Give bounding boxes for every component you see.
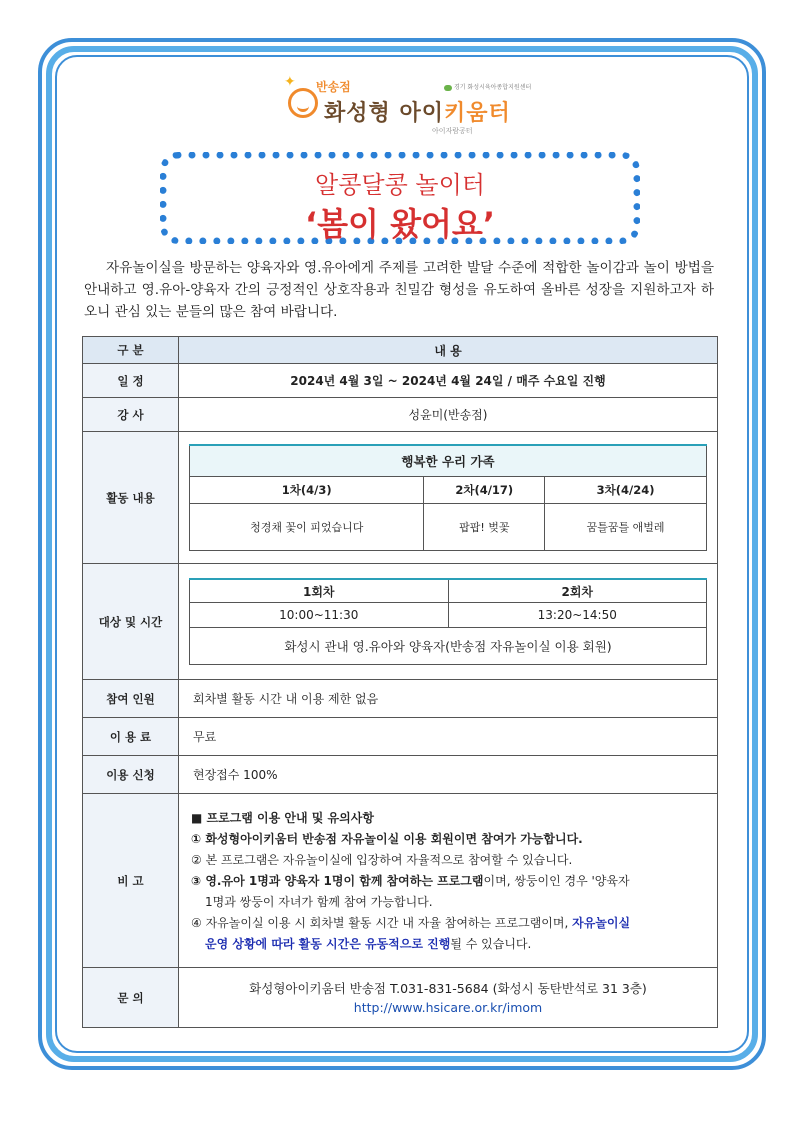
schedule-value: 2024년 4월 3일 ~ 2024년 4월 24일 / 매주 수요일 진행 — [179, 364, 718, 398]
activity-content-2: 팝팝! 벚꽃 — [424, 504, 545, 551]
apply-value: 현장접수 100% — [179, 756, 718, 794]
activity-theme: 행복한 우리 가족 — [190, 445, 707, 477]
fee-label: 이 용 료 — [83, 718, 179, 756]
note-4-end: 될 수 있습니다. — [450, 937, 532, 951]
logo-name — [324, 96, 511, 127]
contact-info: 화성형아이키움터 반송점 T.031-831-5684 (화성시 동탄반석로 31 3층) — [249, 980, 647, 996]
target-round-2: 2회차 — [448, 579, 707, 603]
apply-label: 이용 신청 — [83, 756, 179, 794]
logo-name-2: 아이 — [399, 101, 444, 126]
logo-sub: 아이자람공터 — [432, 127, 473, 135]
program-subtitle: ‘봄이 왔어요’ — [304, 205, 495, 243]
activity-theme-row — [190, 445, 707, 477]
target-audience: 화성시 관내 영.유아와 양육자(반송점 자유놀이실 이용 회원) — [190, 628, 707, 665]
activity-rounds-row — [190, 477, 707, 504]
target-rounds-row — [190, 579, 707, 603]
notes-label: 비 고 — [83, 794, 179, 968]
instructor-value: 성윤미(반송점) — [179, 398, 718, 432]
target-time-2: 13:20~14:50 — [448, 603, 707, 628]
smile-face-icon — [288, 88, 318, 118]
activity-table — [189, 444, 707, 551]
activity-cell — [179, 432, 718, 564]
participants-row — [83, 680, 718, 718]
notes-list — [179, 794, 717, 967]
contact-cell — [179, 968, 718, 1028]
note-1: ① 화성형아이키움터 반송점 자유놀이실 이용 회원이면 참여가 가능합니다. — [191, 832, 583, 846]
target-label: 대상 및 시간 — [83, 564, 179, 680]
note-3 — [191, 871, 707, 892]
table-header-row — [83, 337, 718, 364]
participants-label: 참여 인원 — [83, 680, 179, 718]
fee-row — [83, 718, 718, 756]
target-times-row — [190, 603, 707, 628]
org-leaf-icon — [444, 85, 452, 91]
note-3-bold: ③ 영.유아 1명과 양육자 1명이 함께 참여하는 프로그램 — [191, 874, 484, 888]
note-4-start: ④ 자유놀이실 이용 시 회차별 활동 시간 내 자율 참여하는 프로그램이며, — [191, 916, 573, 930]
instructor-row — [83, 398, 718, 432]
activity-label: 활동 내용 — [83, 432, 179, 564]
title-box — [160, 152, 640, 244]
note-4 — [191, 913, 707, 934]
note-4-line2 — [191, 934, 707, 955]
header-category: 구 분 — [83, 337, 179, 364]
intro-paragraph: 자유놀이실을 방문하는 양육자와 영.유아에게 주제를 고려한 발달 수준에 적합한 놀이감과 놀이 방법을 안내하고 영.유아-양육자 간의 긍정적인 상호작용과 친밀감 형성을 유도하여 올바른 성장을 지원하고자 하오니 관심 있는 분들의 많은 참여 바랍니다. — [84, 260, 714, 320]
instructor-label: 강 사 — [83, 398, 179, 432]
activity-contents-row — [190, 504, 707, 551]
target-row — [83, 564, 718, 680]
logo-name-1: 화성형 — [324, 101, 391, 126]
header-content: 내 용 — [179, 337, 718, 364]
target-audience-row — [190, 628, 707, 665]
apply-row — [83, 756, 718, 794]
logo-branch: 반송점 — [316, 80, 351, 94]
star-icon: ✦ — [284, 74, 296, 90]
activity-content-1: 청경채 꽃이 피었습니다 — [190, 504, 424, 551]
info-table — [82, 336, 718, 1028]
note-2: ② 본 프로그램은 자유놀이실에 입장하여 자율적으로 참여할 수 있습니다. — [191, 853, 573, 867]
contact-label: 문 의 — [83, 968, 179, 1028]
schedule-label: 일 정 — [83, 364, 179, 398]
target-round-1: 1회차 — [190, 579, 449, 603]
fee-value: 무료 — [179, 718, 718, 756]
target-cell — [179, 564, 718, 680]
notes-cell — [179, 794, 718, 968]
target-table — [189, 578, 707, 665]
program-title: 알콩달콩 놀이터 — [315, 171, 485, 199]
notes-row — [83, 794, 718, 968]
logo-name-3: 키움터 — [443, 101, 511, 126]
center-logo — [284, 74, 532, 138]
contact-url[interactable]: http://www.hsicare.or.kr/imom — [353, 999, 543, 1015]
note-4-blue2: 운영 상황에 따라 활동 시간은 유동적으로 진행 — [205, 937, 451, 951]
activity-row — [83, 432, 718, 564]
contact-row — [83, 968, 718, 1028]
activity-round-2: 2차(4/17) — [424, 477, 545, 504]
activity-round-1: 1차(4/3) — [190, 477, 424, 504]
logo-org — [444, 82, 531, 91]
note-4-blue1: 자유놀이실 — [572, 916, 631, 930]
note-3-rest: 이며, 쌍둥이인 경우 '양육자 — [483, 874, 630, 888]
participants-value: 회차별 활동 시간 내 이용 제한 없음 — [179, 680, 718, 718]
activity-round-3: 3차(4/24) — [545, 477, 707, 504]
target-time-1: 10:00~11:30 — [190, 603, 449, 628]
notes-heading: ■ 프로그램 이용 안내 및 유의사항 — [191, 811, 374, 825]
logo-org-text: 경기 화성시육아종합지원센터 — [454, 84, 532, 91]
activity-content-3: 꿈틀꿈틀 애벌레 — [545, 504, 707, 551]
note-3-line2: 1명과 쌍둥이 자녀가 함께 참여 가능합니다. — [205, 895, 433, 909]
schedule-row — [83, 364, 718, 398]
